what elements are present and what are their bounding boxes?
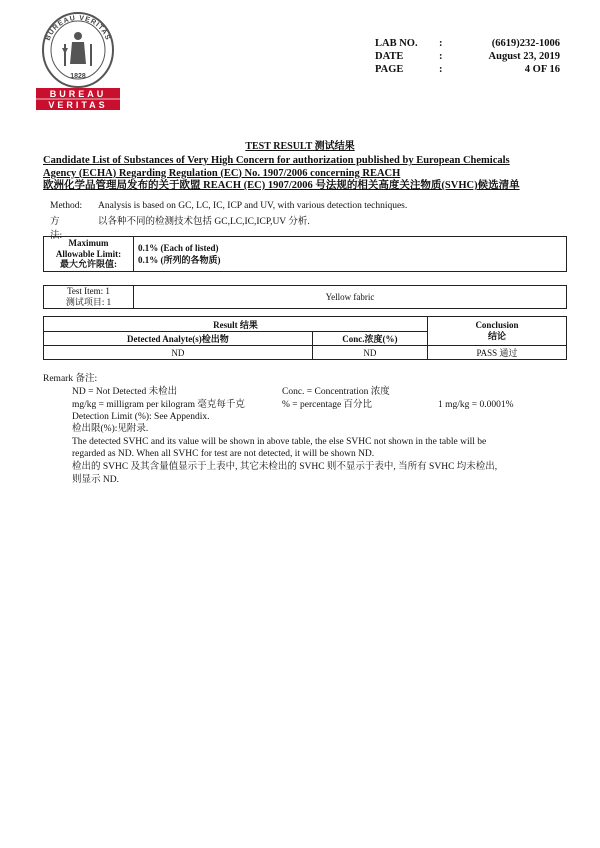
lab-no-label: LAB NO.	[375, 38, 418, 49]
limit-value-line-2: 0.1% (所列的各物质)	[138, 255, 221, 265]
bureau-veritas-logo	[36, 12, 120, 110]
remark-svhc-cn-2: 则显示 ND.	[72, 475, 119, 485]
logo-banner-bottom-text: VERITAS	[48, 100, 108, 110]
main-title-line-2: Agency (ECHA) Regarding Regulation (EC) No. 1907/2006 concerning REACH	[43, 167, 401, 179]
remark-mgkg: mg/kg = milligram per kilogram 毫克每千克	[72, 400, 245, 410]
limit-value-line-1: 0.1% (Each of listed)	[138, 243, 219, 253]
conclusion-header	[427, 317, 566, 346]
remark-conc: Conc. = Concentration 浓度	[282, 387, 390, 397]
main-title-line-3: 欧洲化学品管理局发布的关于欧盟 REACH (EC) 1907/2006 号法规的相关高度关注物质(SVHC)候选清单	[43, 180, 520, 191]
conclusion-header-en: Conclusion	[475, 320, 519, 330]
method-label-en: Method:	[50, 201, 83, 211]
main-title	[43, 155, 563, 193]
method-text-en: Analysis is based on GC, LC, IC, ICP and UV, with various detection techniques.	[98, 201, 408, 211]
remark-svhc-en-1: The detected SVHC and its value will be shown in above table, the else SVHC not shown in the table will be	[72, 437, 487, 447]
lab-no-colon: :	[439, 38, 443, 49]
remark-detection-limit-cn: 检出限(%):见附录.	[72, 424, 149, 434]
date-value: August 23, 2019	[488, 51, 560, 62]
table-row	[44, 346, 567, 360]
test-item-label	[44, 286, 134, 308]
col-analyte-header: Detected Analyte(s)检出物	[44, 332, 313, 346]
test-result-title: TEST RESULT 测试结果	[245, 141, 355, 152]
col-conc-header: Conc.浓度(%)	[312, 332, 427, 346]
limit-label-line-1: Maximum	[68, 238, 109, 248]
lab-no-value: (6619)232-1006	[491, 38, 560, 49]
conclusion-cell: PASS 通过	[427, 346, 566, 360]
method-text-cn: 以各种不同的检测技术包括 GC,LC,IC,ICP,UV 分析.	[98, 217, 310, 227]
header-lab-no	[375, 38, 560, 51]
remark-svhc-en-2: regarded as ND. When all SVHC for test are not detected, it will be shown ND.	[72, 449, 375, 459]
conclusion-header-cn: 结论	[487, 331, 506, 341]
header-page	[375, 64, 560, 77]
logo-year: 1828	[70, 73, 86, 80]
limit-label	[44, 237, 134, 272]
analyte-cell: ND	[44, 346, 313, 360]
remark-conversion: 1 mg/kg = 0.0001%	[438, 400, 514, 410]
date-label: DATE	[375, 51, 404, 62]
remark-detection-limit-en: Detection Limit (%): See Appendix.	[72, 412, 210, 422]
page-colon: :	[439, 64, 443, 75]
test-item-label-en: Test Item: 1	[67, 286, 110, 296]
limit-box	[43, 236, 567, 272]
remark-percent: % = percentage 百分比	[282, 400, 373, 410]
test-item-box	[43, 285, 567, 309]
test-item-label-cn: 测试项目: 1	[65, 296, 112, 307]
test-item-value: Yellow fabric	[325, 292, 375, 302]
remark-label: Remark 备注:	[43, 374, 98, 384]
main-title-line-1: Candidate List of Substances of Very High Concern for authorization published by European Chemicals	[43, 155, 510, 166]
date-colon: :	[439, 51, 443, 62]
page-label: PAGE	[375, 64, 404, 75]
page-value: 4 OF 16	[524, 64, 560, 75]
limit-value	[138, 242, 221, 266]
limit-label-line-3: 最大允许限值:	[60, 259, 117, 269]
remark-nd: ND = Not Detected 未检出	[72, 387, 178, 397]
result-header: Result 结果	[44, 317, 428, 332]
logo-arc-text: BUREAU VERITAS	[44, 14, 112, 42]
header-date	[375, 51, 560, 64]
remark-svhc-cn-1: 检出的 SVHC 及其含量值显示于上表中, 其它未检出的 SVHC 则不显示于表中, 当所有 SVHC 均未检出,	[72, 462, 498, 472]
conc-cell: ND	[312, 346, 427, 360]
method-label-cn: 方法:	[50, 217, 63, 241]
logo-banner-top-text: BUREAU	[49, 89, 107, 99]
limit-label-line-2: Allowable Limit:	[55, 248, 122, 259]
result-table	[43, 316, 567, 360]
